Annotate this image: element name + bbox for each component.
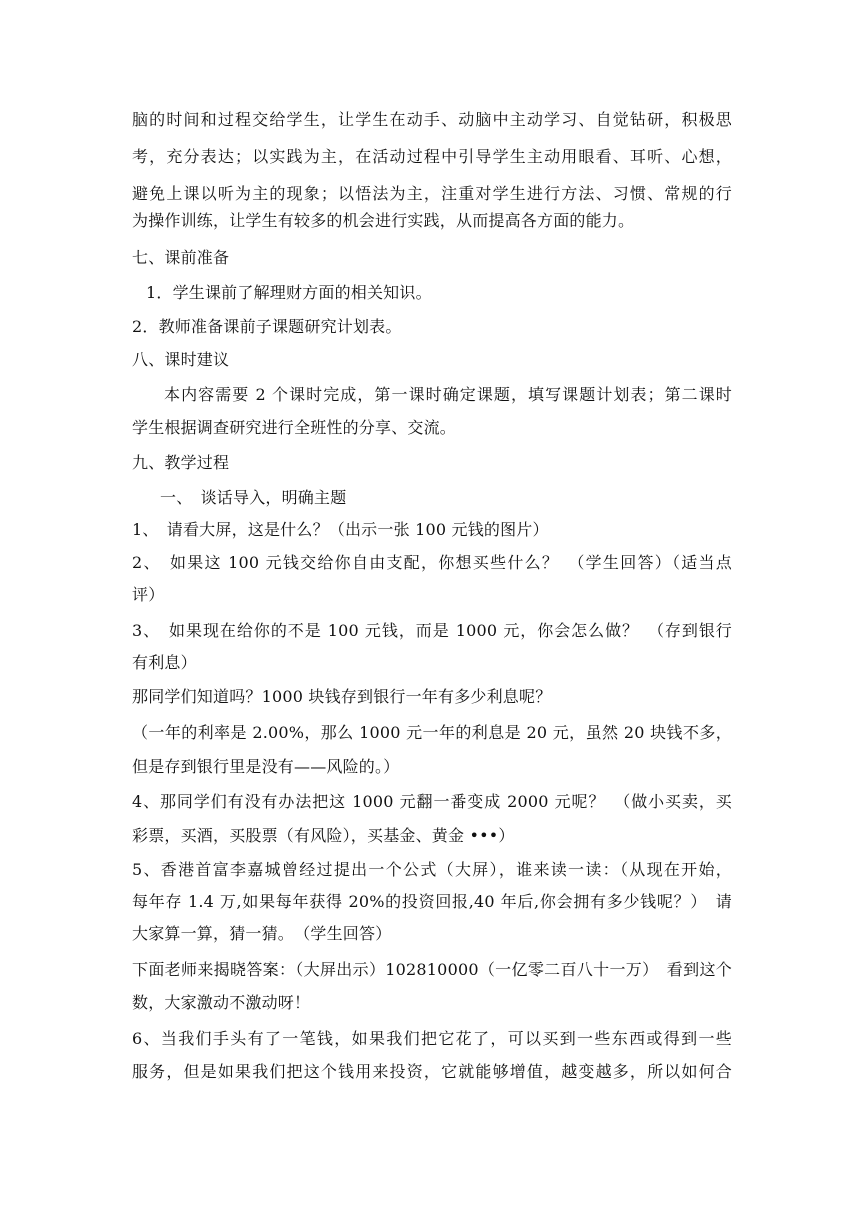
list-item: 6、当我们手头有了一笔钱，如果我们把它花了，可以买到一些东西或得到一些: [132, 1029, 732, 1048]
section-heading-9: 九、教学过程: [132, 453, 230, 472]
paragraph-line: 服务，但是如果我们把这个钱用来投资，它就能够增值，越变越多，所以如何合: [132, 1062, 732, 1081]
paragraph-line: 数，大家激动不激动呀！: [132, 993, 311, 1012]
paragraph-line: 脑的时间和过程交给学生，让学生在动手、动脑中主动学习、自觉钻研，积极思: [132, 110, 732, 129]
paragraph-line: 避免上课以听为主的现象；以悟法为主，注重对学生进行方法、习惯、常规的行: [132, 184, 732, 203]
paragraph-line: 彩票，买酒，买股票（有风险），买基金、黄金 •••）: [132, 826, 515, 845]
paragraph-line: 为操作训练，让学生有较多的机会进行实践，从而提高各方面的能力。: [132, 211, 635, 230]
list-item: 3、 如果现在给你的不是 100 元钱，而是 1000 元，你会怎么做？ （存到银行: [132, 621, 732, 640]
paragraph-line: 下面老师来揭晓答案：（大屏出示）102810000（一亿零二百八十一万） 看到这个: [132, 960, 732, 979]
paragraph-line: 有利息）: [132, 653, 197, 672]
list-item: 5、香港首富李嘉城曾经过提出一个公式（大屏），谁来读一读：（从现在开始，: [132, 860, 732, 879]
subheading: 一、 谈话导入，明确主题: [160, 488, 347, 507]
list-item: 2、 如果这 100 元钱交给你自由支配，你想买些什么？ （学生回答）（适当点: [132, 553, 732, 572]
paragraph-line: 每年存 1.4 万,如果每年获得 20%的投资回报,40 年后,你会拥有多少钱呢？） 请: [132, 892, 732, 911]
paragraph-line: 那同学们知道吗？1000 块钱存到银行一年有多少利息呢？: [132, 687, 552, 706]
list-item: 1、 请看大屏，这是什么？（出示一张 100 元钱的图片）: [132, 520, 549, 539]
list-item: 2．教师准备课前子课题研究计划表。: [132, 317, 402, 336]
paragraph-line: 评）: [132, 585, 165, 604]
section-heading-8: 八、课时建议: [132, 350, 230, 369]
paragraph-line: 考，充分表达；以实践为主，在活动过程中引导学生主动用眼看、耳听、心想，: [132, 147, 732, 166]
list-item: 4、那同学们有没有办法把这 1000 元翻一番变成 2000 元呢？ （做小买卖，买: [132, 792, 732, 811]
list-item: 1．学生课前了解理财方面的相关知识。: [146, 283, 432, 302]
paragraph-line: 大家算一算，猜一猜。 （学生回答）: [132, 924, 392, 943]
paragraph-line: 本内容需要 2 个课时完成，第一课时确定课题，填写课题计划表；第二课时: [164, 385, 732, 404]
paragraph-line: 但是存到银行里是没有——风险的。）: [132, 757, 400, 776]
paragraph-line: 学生根据调查研究进行全班性的分享、交流。: [132, 418, 457, 437]
paragraph-line: （一年的利率是 2.00%，那么 1000 元一年的利息是 20 元，虽然 20 块钱不多，: [132, 723, 732, 742]
section-heading-7: 七、课前准备: [132, 248, 230, 267]
